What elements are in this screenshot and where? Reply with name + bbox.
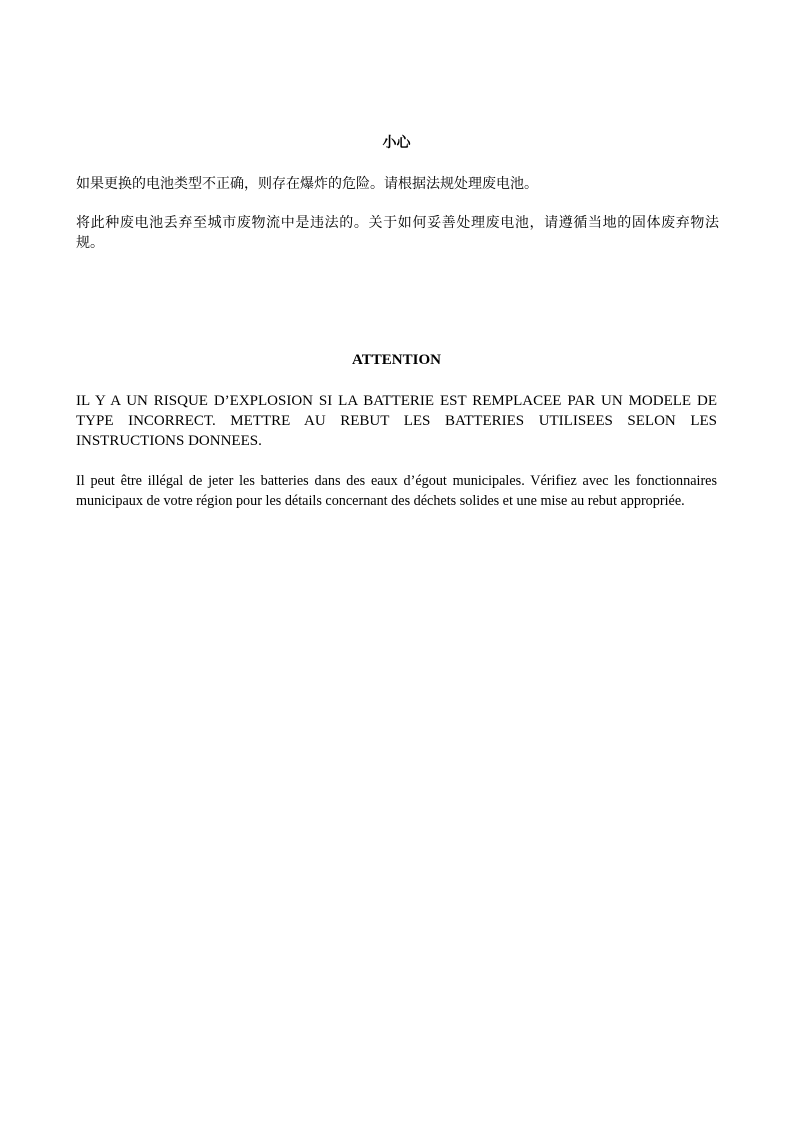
chinese-warning-paragraph-2: 将此种废电池丢弃至城市废物流中是违法的。关于如何妥善处理废电池，请遵循当地的固体废弃物法规。 [76,215,719,251]
french-warning-paragraph-1: IL Y A UN RISQUE D’EXPLOSION SI LA BATTERIE EST REMPLACEE PAR UN MODELE DE TYPE INCORRECT. METTRE AU REBUT LES BATTERIES UTILISEES SELON LES INSTRUCTIONS DONNEES. [76,393,717,449]
chinese-caution-title: 小心 [382,135,411,151]
chinese-warning-paragraph-1: 如果更换的电池类型不正确，则存在爆炸的危险。请根据法规处理废电池。 [76,176,538,192]
french-attention-title: ATTENTION [352,352,441,368]
french-warning-paragraph-2: Il peut être illégal de jeter les batteries dans des eaux d’égout municipales. Vérifiez avec les fonctionnaires municipaux de votre région pour les détails concernant des déchets solides et une mise au rebut appropriée. [76,473,717,509]
